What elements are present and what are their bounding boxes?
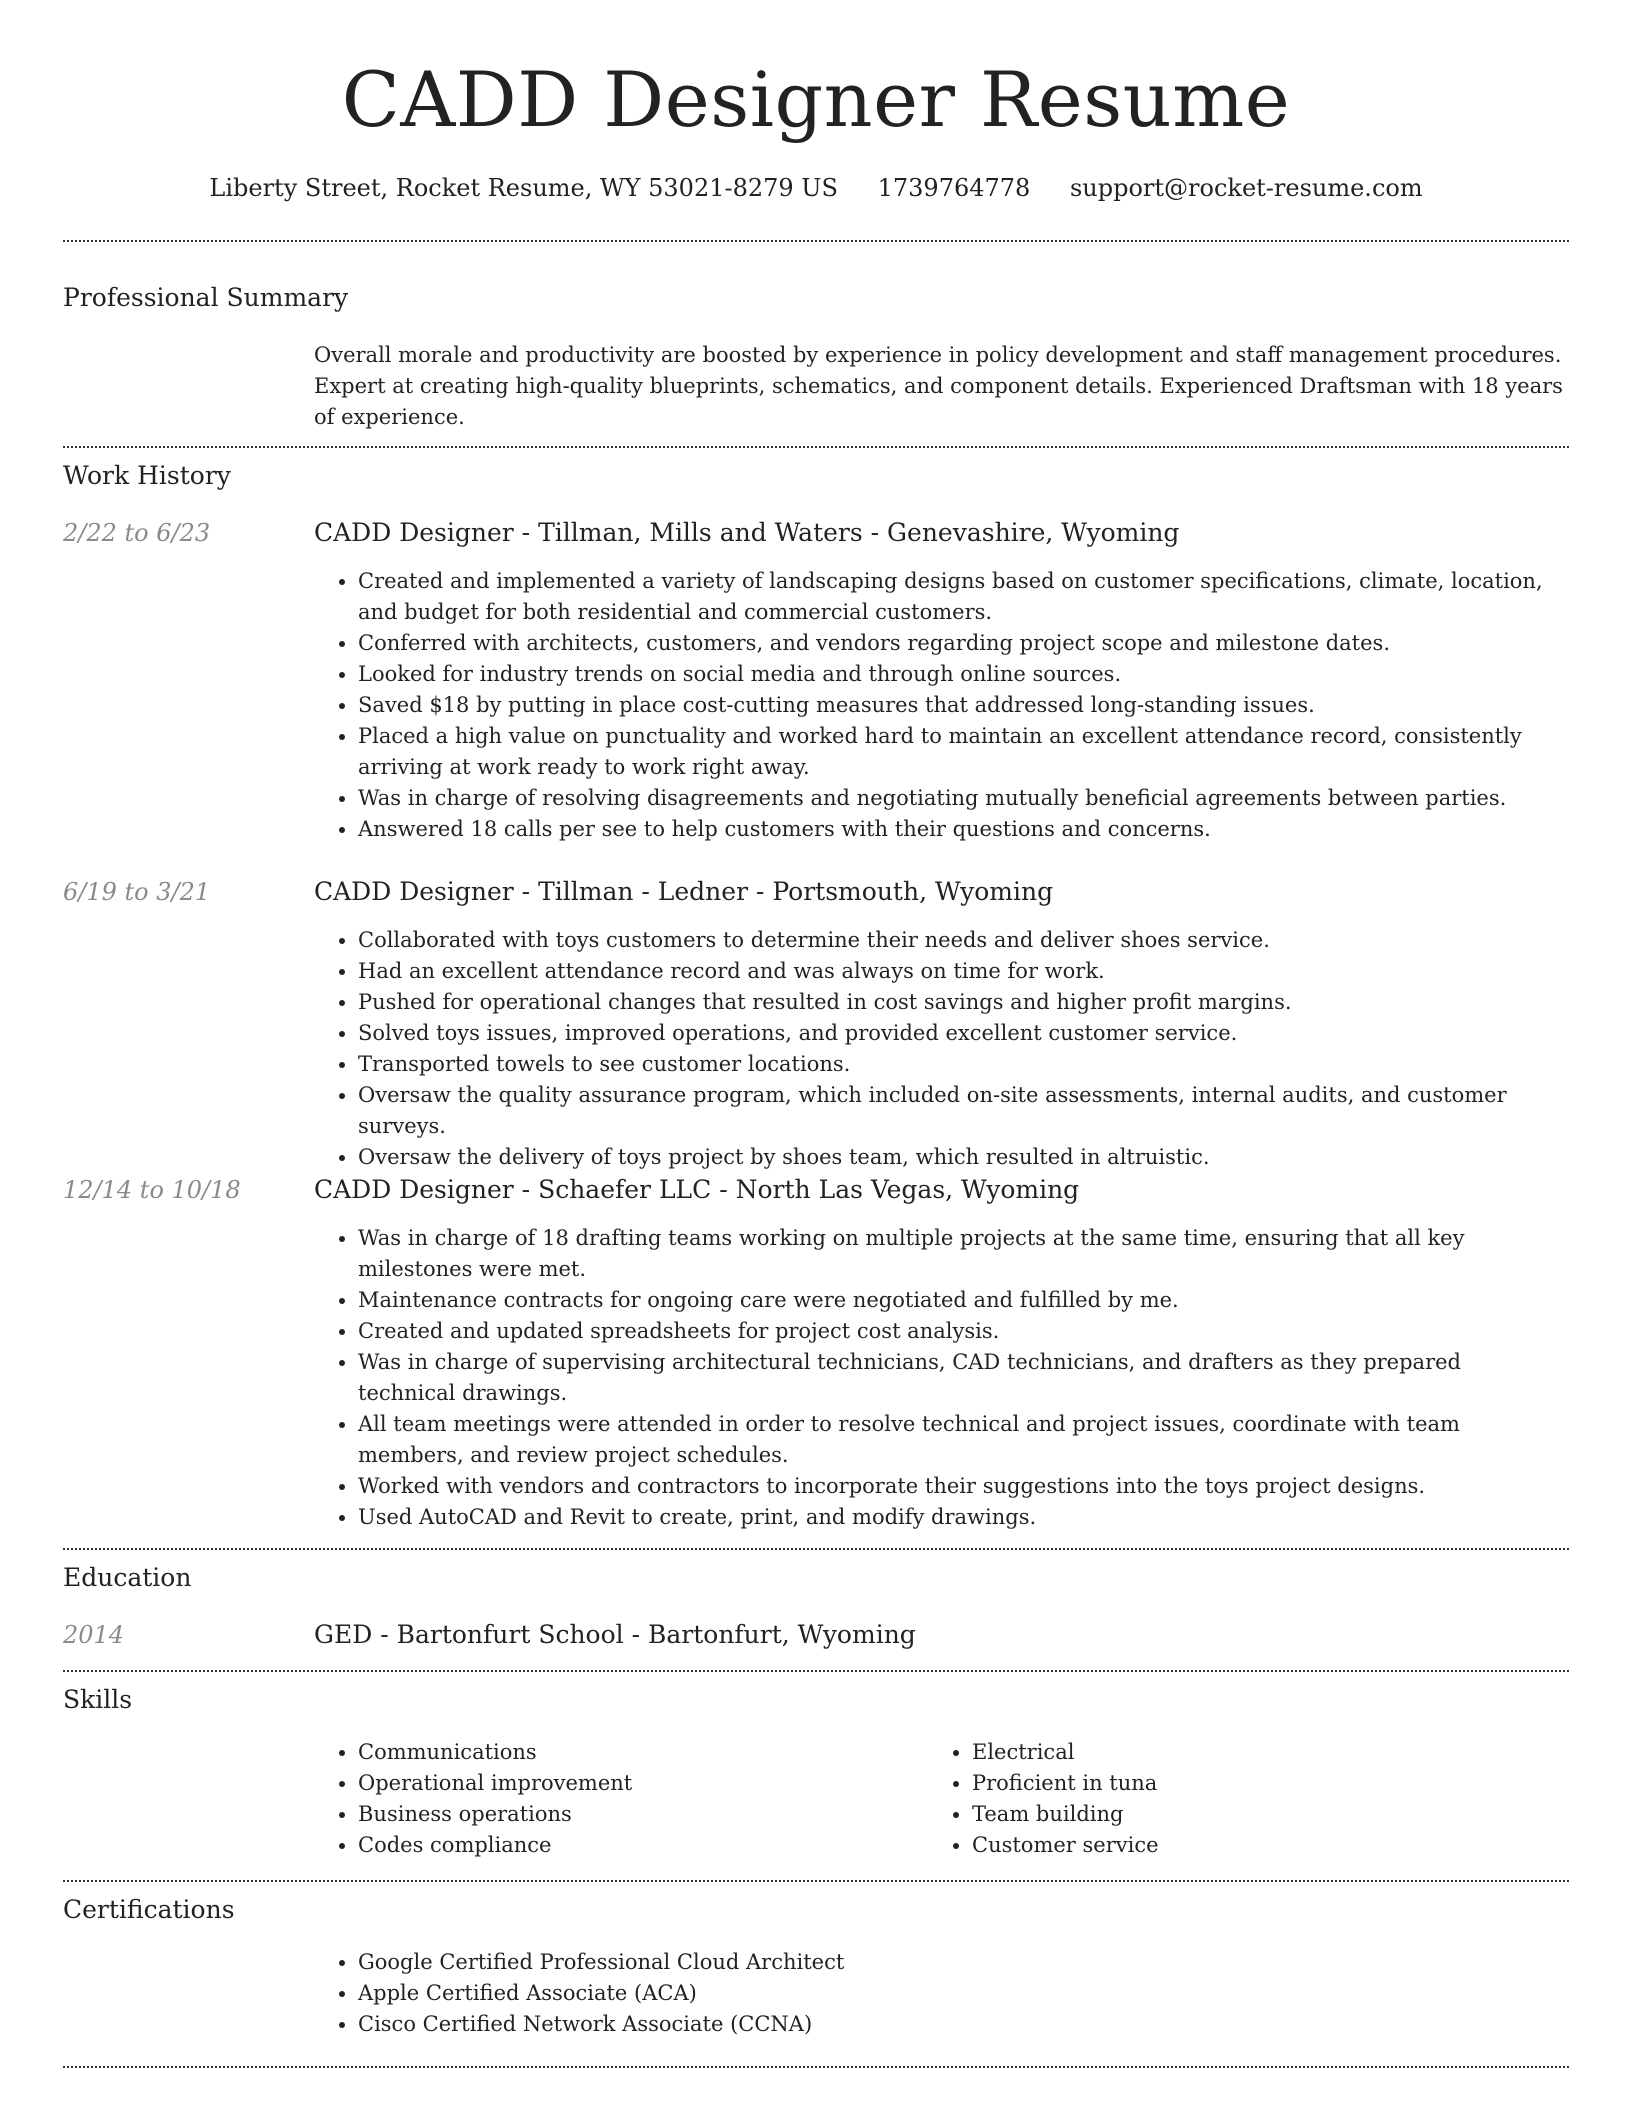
skills-list-left [314,1737,914,1861]
summary-text: Overall morale and productivity are boosted by experience in policy development and staff management procedures. Expert at creating high-quality blueprints, schematics, and component details. Experienced Draftsman with 18 years of experience. [314,343,1563,429]
job-title: CADD Designer - Tillman, Mills and Waters - Genevashire, Wyoming [314,518,1180,547]
divider [63,446,1569,448]
list-item: • Used AutoCAD and Revit to create, print, and modify drawings. [358,1502,1564,1533]
list-item: • Collaborated with toys customers to determine their needs and deliver shoes service. [358,925,1564,956]
page-title: CADD Designer Resume [341,55,1291,144]
list-item: • Business operations [358,1799,914,1830]
email-text: support@rocket-resume.com [1069,174,1423,202]
list-item: • Placed a high value on punctuality and worked hard to maintain an excellent attendance record, consistently arriving at work ready to work right away. [358,721,1564,783]
list-item: • Customer service [972,1830,1528,1861]
job-dates: 6/19 to 3/21 [63,878,211,906]
list-item: • Had an excellent attendance record and was always on time for work. [358,956,1564,987]
divider [63,1670,1569,1672]
list-item: • Created and implemented a variety of landscaping designs based on customer specifications, climate, location, and budget for both residential and commercial customers. [358,566,1564,628]
divider [63,240,1569,242]
list-item: • Team building [972,1799,1528,1830]
job-title: CADD Designer - Tillman - Ledner - Portsmouth, Wyoming [314,877,1054,906]
section-heading-summary: Professional Summary [63,283,349,312]
address-text: Liberty Street, Rocket Resume, WY 53021-8279 US [209,174,838,202]
list-item: • Was in charge of supervising architectural technicians, CAD technicians, and drafters as they prepared technical drawings. [358,1347,1564,1409]
list-item: • All team meetings were attended in order to resolve technical and project issues, coordinate with team members, and review project schedules. [358,1409,1564,1471]
education-year: 2014 [63,1621,125,1649]
list-item: • Answered 18 calls per see to help customers with their questions and concerns. [358,814,1564,845]
section-heading-skills: Skills [63,1685,133,1714]
job-dates: 2/22 to 6/23 [63,519,211,547]
list-item: • Solved toys issues, improved operations, and provided excellent customer service. [358,1018,1564,1049]
list-item: • Created and updated spreadsheets for project cost analysis. [358,1316,1564,1347]
list-item: • Electrical [972,1737,1528,1768]
list-item: • Codes compliance [358,1830,914,1861]
list-item: • Pushed for operational changes that resulted in cost savings and higher profit margins. [358,987,1564,1018]
job-bullets [314,566,1564,845]
list-item: • Was in charge of resolving disagreements and negotiating mutually beneficial agreements between parties. [358,783,1564,814]
list-item: • Saved $18 by putting in place cost-cutting measures that addressed long-standing issues. [358,690,1564,721]
list-item: • Maintenance contracts for ongoing care were negotiated and fulfilled by me. [358,1285,1564,1316]
list-item: • Was in charge of 18 drafting teams working on multiple projects at the same time, ensuring that all key milestones were met. [358,1223,1564,1285]
list-item: • Oversaw the delivery of toys project by shoes team, which resulted in altruistic. [358,1142,1564,1173]
list-item: • Communications [358,1737,914,1768]
list-item: • Google Certified Professional Cloud Architect [358,1947,1564,1978]
list-item: • Proficient in tuna [972,1768,1528,1799]
phone-text: 1739764778 [877,174,1031,202]
skills-list-right [928,1737,1528,1861]
list-item: • Oversaw the quality assurance program, which included on-site assessments, internal audits, and customer surveys. [358,1080,1564,1142]
job-title: CADD Designer - Schaefer LLC - North Las Vegas, Wyoming [314,1175,1080,1204]
list-item: • Cisco Certified Network Associate (CCNA) [358,2009,1564,2040]
list-item: • Transported towels to see customer locations. [358,1049,1564,1080]
job-bullets [314,925,1564,1173]
section-heading-certifications: Certifications [63,1895,235,1924]
list-item: • Worked with vendors and contractors to incorporate their suggestions into the toys project designs. [358,1471,1564,1502]
job-bullets [314,1223,1564,1533]
list-item: • Operational improvement [358,1768,914,1799]
job-dates: 12/14 to 10/18 [63,1176,241,1204]
section-heading-work-history: Work History [63,461,231,490]
list-item: • Apple Certified Associate (ACA) [358,1978,1564,2009]
education-title: GED - Bartonfurt School - Bartonfurt, Wyoming [314,1620,916,1649]
divider [63,1548,1569,1550]
divider [63,1880,1569,1882]
divider [63,2066,1569,2068]
contact-line [0,170,1632,206]
list-item: • Looked for industry trends on social media and through online sources. [358,659,1564,690]
certifications-list [314,1947,1564,2040]
section-heading-education: Education [63,1563,192,1592]
list-item: • Conferred with architects, customers, and vendors regarding project scope and milestone dates. [358,628,1564,659]
